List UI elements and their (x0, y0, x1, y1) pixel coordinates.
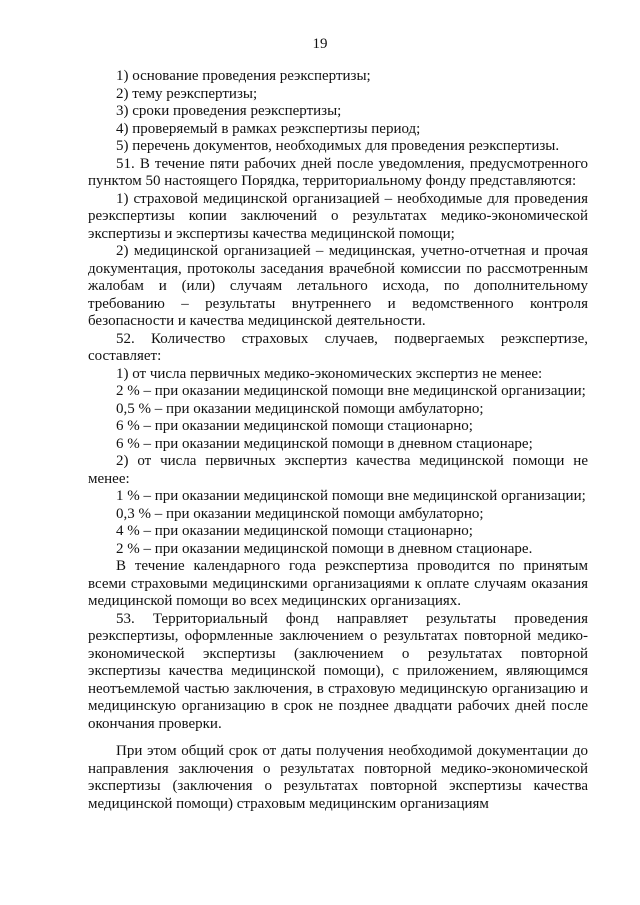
paragraph: 0,3 % – при оказании медицинской помощи амбулаторно; (116, 505, 484, 522)
paragraph: 6 % – при оказании медицинской помощи в дневном стационаре; (116, 435, 533, 452)
paragraph: 2) от числа первичных экспертиз качества медицинской помощи не менее: (88, 453, 588, 487)
paragraph: В течение календарного года реэкспертиза проводится по принятым всеми страховыми медицинскими организациями к оплате случаям оказания медицинской помощи во всех медицинских организациях. (88, 558, 588, 609)
paragraph: При этом общий срок от даты получения необходимой документации до направления заключения о результатах повторной медико-экономической экспертизы (заключения о результатах повторной экспертизы качества медицинской помощи) страховым медицинским организациям (88, 743, 588, 812)
paragraph: 53. Территориальный фонд направляет результаты проведения реэкспертизы, оформленные заключением о результатах повторной медико-экономической экспертизы (заключением о результатах повторной экспертизы качества медицинской помощи), с приложением, являющимся неотъемлемой частью заключения, в страховую медицинскую организацию и медицинскую организацию в срок не позднее двадцати рабочих дней после окончания проверки. (88, 610, 588, 732)
paragraph: 4) проверяемый в рамках реэкспертизы период; (116, 120, 421, 137)
page-number: 19 (312, 36, 328, 52)
paragraph: 5) перечень документов, необходимых для проведения реэкспертизы. (116, 138, 560, 154)
paragraph: 52. Количество страховых случаев, подвергаемых реэкспертизе, составляет: (88, 330, 588, 364)
paragraph: 2) медицинской организацией – медицинская, учетно-отчетная и прочая документация, протоколы заседания врачебной комиссии по рассмотренным жалобам и (или) случаям летального исхода, по дополнительному требованию – результаты внутреннего и ведомственного контроля безопасности и качества медицинской деятельности. (88, 243, 588, 329)
paragraph: 51. В течение пяти рабочих дней после уведомления, предусмотренного пунктом 50 настоящего Порядка, территориальному фонду представляются: (88, 155, 588, 189)
paragraph: 4 % – при оказании медицинской помощи стационарно; (116, 523, 473, 539)
paragraph: 2 % – при оказании медицинской помощи в дневном стационаре. (116, 540, 533, 557)
paragraph: 1) страховой медицинской организацией – необходимые для проведения реэкспертизы копии заключений о результатах медико-экономической экспертизы и экспертизы качества медицинской помощи; (88, 190, 588, 242)
document-body (88, 68, 588, 813)
paragraph: 1) основание проведения реэкспертизы; (116, 68, 371, 84)
paragraph: 1 % – при оказании медицинской помощи вне медицинской организации; (116, 488, 586, 504)
paragraph: 0,5 % – при оказании медицинской помощи амбулаторно; (116, 400, 484, 417)
paragraph: 6 % – при оказании медицинской помощи стационарно; (116, 418, 473, 434)
paragraph: 2 % – при оказании медицинской помощи вне медицинской организации; (116, 383, 586, 399)
paragraph: 2) тему реэкспертизы; (116, 85, 258, 102)
paragraph: 3) сроки проведения реэкспертизы; (116, 103, 342, 119)
paragraph: 1) от числа первичных медико-экономических экспертиз не менее: (116, 365, 543, 382)
